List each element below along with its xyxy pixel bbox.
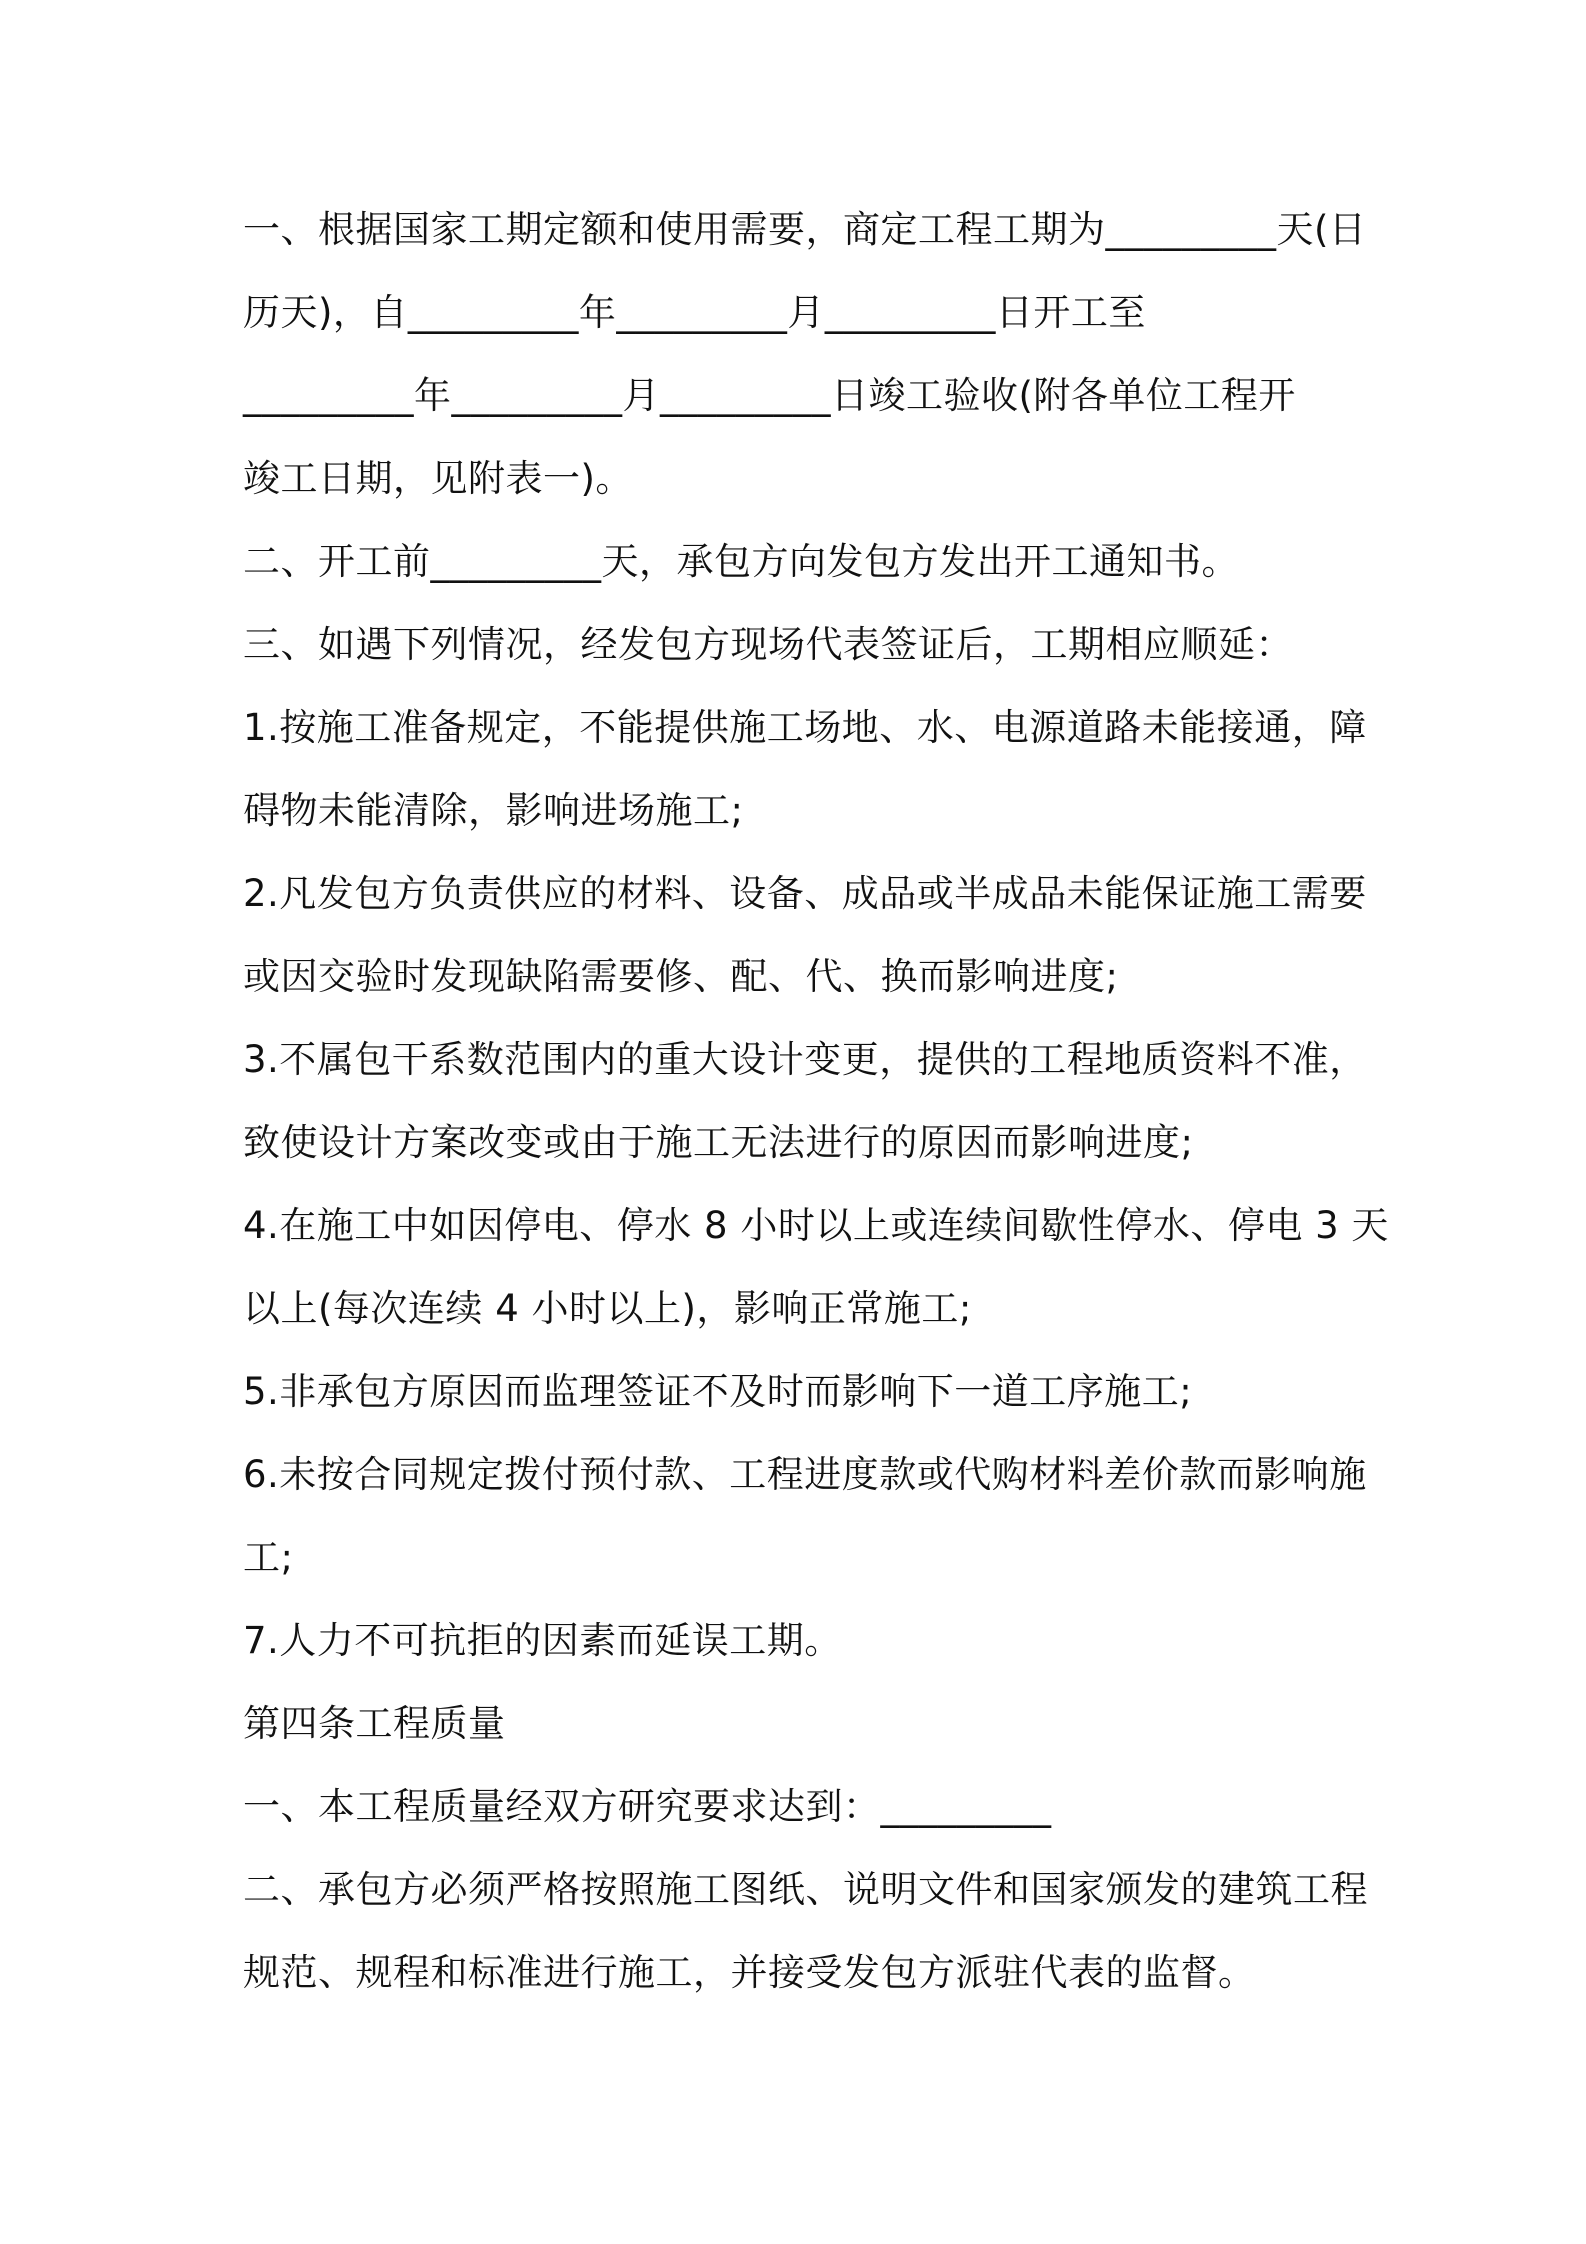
text-line: 二、承包方必须严格按照施工图纸、说明文件和国家颁发的建筑工程: [243, 1868, 1368, 1911]
text-line: 致使设计方案改变或由于施工无法进行的原因而影响进度;: [243, 1121, 1194, 1164]
text-line: 碍物未能清除，影响进场施工;: [243, 789, 744, 832]
text-line: 3.不属包干系数范围内的重大设计变更，提供的工程地质资料不准，: [243, 1038, 1367, 1081]
text-line: 规范、规程和标准进行施工，并接受发包方派驻代表的监督。: [243, 1951, 1256, 1994]
text-line: 4.在施工中如因停电、停水 8 小时以上或连续间歇性停水、停电 3 天: [243, 1204, 1389, 1247]
text-line: 历天)，自_________年_________月_________日开工至: [243, 291, 1146, 334]
text-line: 6.未按合同规定拨付预付款、工程进度款或代购材料差价款而影响施: [243, 1453, 1367, 1496]
text-line: 二、开工前_________天，承包方向发包方发出开工通知书。: [243, 540, 1239, 583]
text-line: 或因交验时发现缺陷需要修、配、代、换而影响进度;: [243, 955, 1119, 998]
text-line: 三、如遇下列情况，经发包方现场代表签证后，工期相应顺延：: [243, 623, 1293, 666]
section-heading: 第四条工程质量: [243, 1702, 506, 1745]
text-line: 工;: [243, 1536, 294, 1579]
text-line: 一、本工程质量经双方研究要求达到：_________: [243, 1785, 1052, 1828]
text-line: _________年_________月_________日竣工验收(附各单位工程开: [243, 374, 1296, 417]
text-line: 以上(每次连续 4 小时以上)，影响正常施工;: [243, 1287, 972, 1330]
text-line: 2.凡发包方负责供应的材料、设备、成品或半成品未能保证施工需要: [243, 872, 1367, 915]
text-line: 竣工日期，见附表一)。: [243, 457, 633, 500]
text-line: 1.按施工准备规定，不能提供施工场地、水、电源道路未能接通，障: [243, 706, 1367, 749]
text-line: 7.人力不可抗拒的因素而延误工期。: [243, 1619, 842, 1662]
text-line: 一、根据国家工期定额和使用需要，商定工程工期为_________天(日: [243, 208, 1367, 251]
text-line: 5.非承包方原因而监理签证不及时而影响下一道工序施工;: [243, 1370, 1193, 1413]
